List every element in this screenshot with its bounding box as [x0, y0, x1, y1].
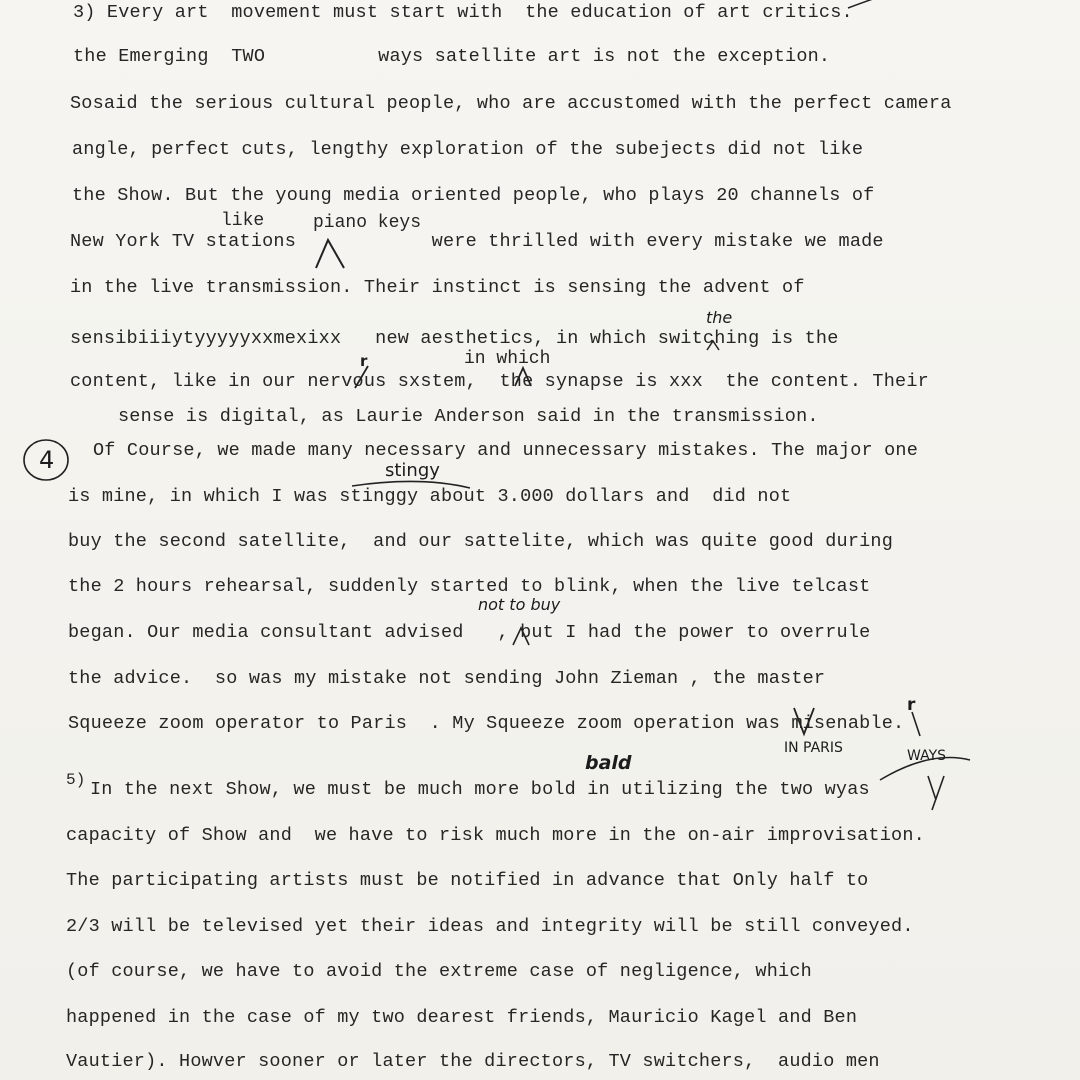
text-line: Sosaid the serious cultural people, who are accustomed with the perfect camera	[70, 93, 952, 114]
text-line: the 2 hours rehearsal, suddenly started to blink, when the live telcast	[68, 576, 871, 597]
text-line: Squeeze zoom operator to Paris . My Squeeze zoom operation was misenable.	[68, 713, 905, 734]
text-line: Of Course, we made many necessary and unnecessary mistakes. The major one	[93, 440, 919, 461]
text-line: content, like in our nervous sxstem, the synapse is xxx the content. Their	[70, 371, 929, 392]
text-line: the advice. so was my mistake not sending John Zieman , the master	[68, 668, 826, 689]
text-line: (of course, we have to avoid the extreme case of negligence, which	[66, 961, 812, 982]
text-line: sense is digital, as Laurie Anderson said in the transmission.	[118, 406, 819, 427]
text-line: 2/3 will be televised yet their ideas and integrity will be still conveyed.	[66, 916, 914, 937]
handwritten-r-nervous: r	[360, 352, 368, 370]
text-line: buy the second satellite, and our sattelite, which was quite good during	[68, 531, 894, 552]
text-line: In the next Show, we must be much more bold in utilizing the two wyas	[90, 779, 870, 800]
insertion-piano-keys: piano keys	[313, 213, 422, 233]
text-line: in the live transmission. Their instinct is sensing the advent of	[70, 277, 805, 298]
text-line: the Show. But the young media oriented people, who plays 20 channels of	[72, 185, 875, 206]
text-line: began. Our media consultant advised , but I had the power to overrule	[68, 622, 871, 643]
handwritten-stingy: stingy	[385, 460, 440, 481]
text-line: New York TV stations were thrilled with every mistake we made	[70, 231, 884, 252]
text-line: sensibiiiytyyyyyxxmexixx new aesthetics, in which switching is the	[70, 328, 839, 349]
insertion-like: like	[221, 211, 265, 231]
insertion-in-which: in which	[464, 349, 551, 369]
handwritten-the: the	[706, 308, 733, 327]
text-line: the Emerging TWO ways satellite art is not the exception.	[73, 46, 831, 67]
handwritten-section-number: 4	[39, 446, 55, 474]
handwritten-r-misenable: r	[907, 695, 916, 715]
text-line: The participating artists must be notified in advance that Only half to	[66, 870, 869, 891]
text-line: angle, perfect cuts, lengthy exploration of the subejects did not like	[72, 139, 864, 160]
handwritten-in-paris: IN PARIS	[784, 740, 843, 756]
section-5-marker: 5)	[66, 771, 86, 789]
text-line: Vautier). Howver sooner or later the directors, TV switchers, audio men	[66, 1051, 880, 1072]
text-line: 3) Every art movement must start with the education of art critics.	[73, 2, 853, 23]
text-line: capacity of Show and we have to risk much more in the on-air improvisation.	[66, 825, 925, 846]
handwritten-bald: bald	[585, 752, 632, 774]
text-line: happened in the case of my two dearest friends, Mauricio Kagel and Ben	[66, 1007, 858, 1028]
handwritten-not-to-buy: not to buy	[478, 595, 561, 614]
handwritten-ways: WAYS	[907, 748, 947, 764]
text-line: is mine, in which I was stinggy about 3.000 dollars and did not	[68, 486, 792, 507]
